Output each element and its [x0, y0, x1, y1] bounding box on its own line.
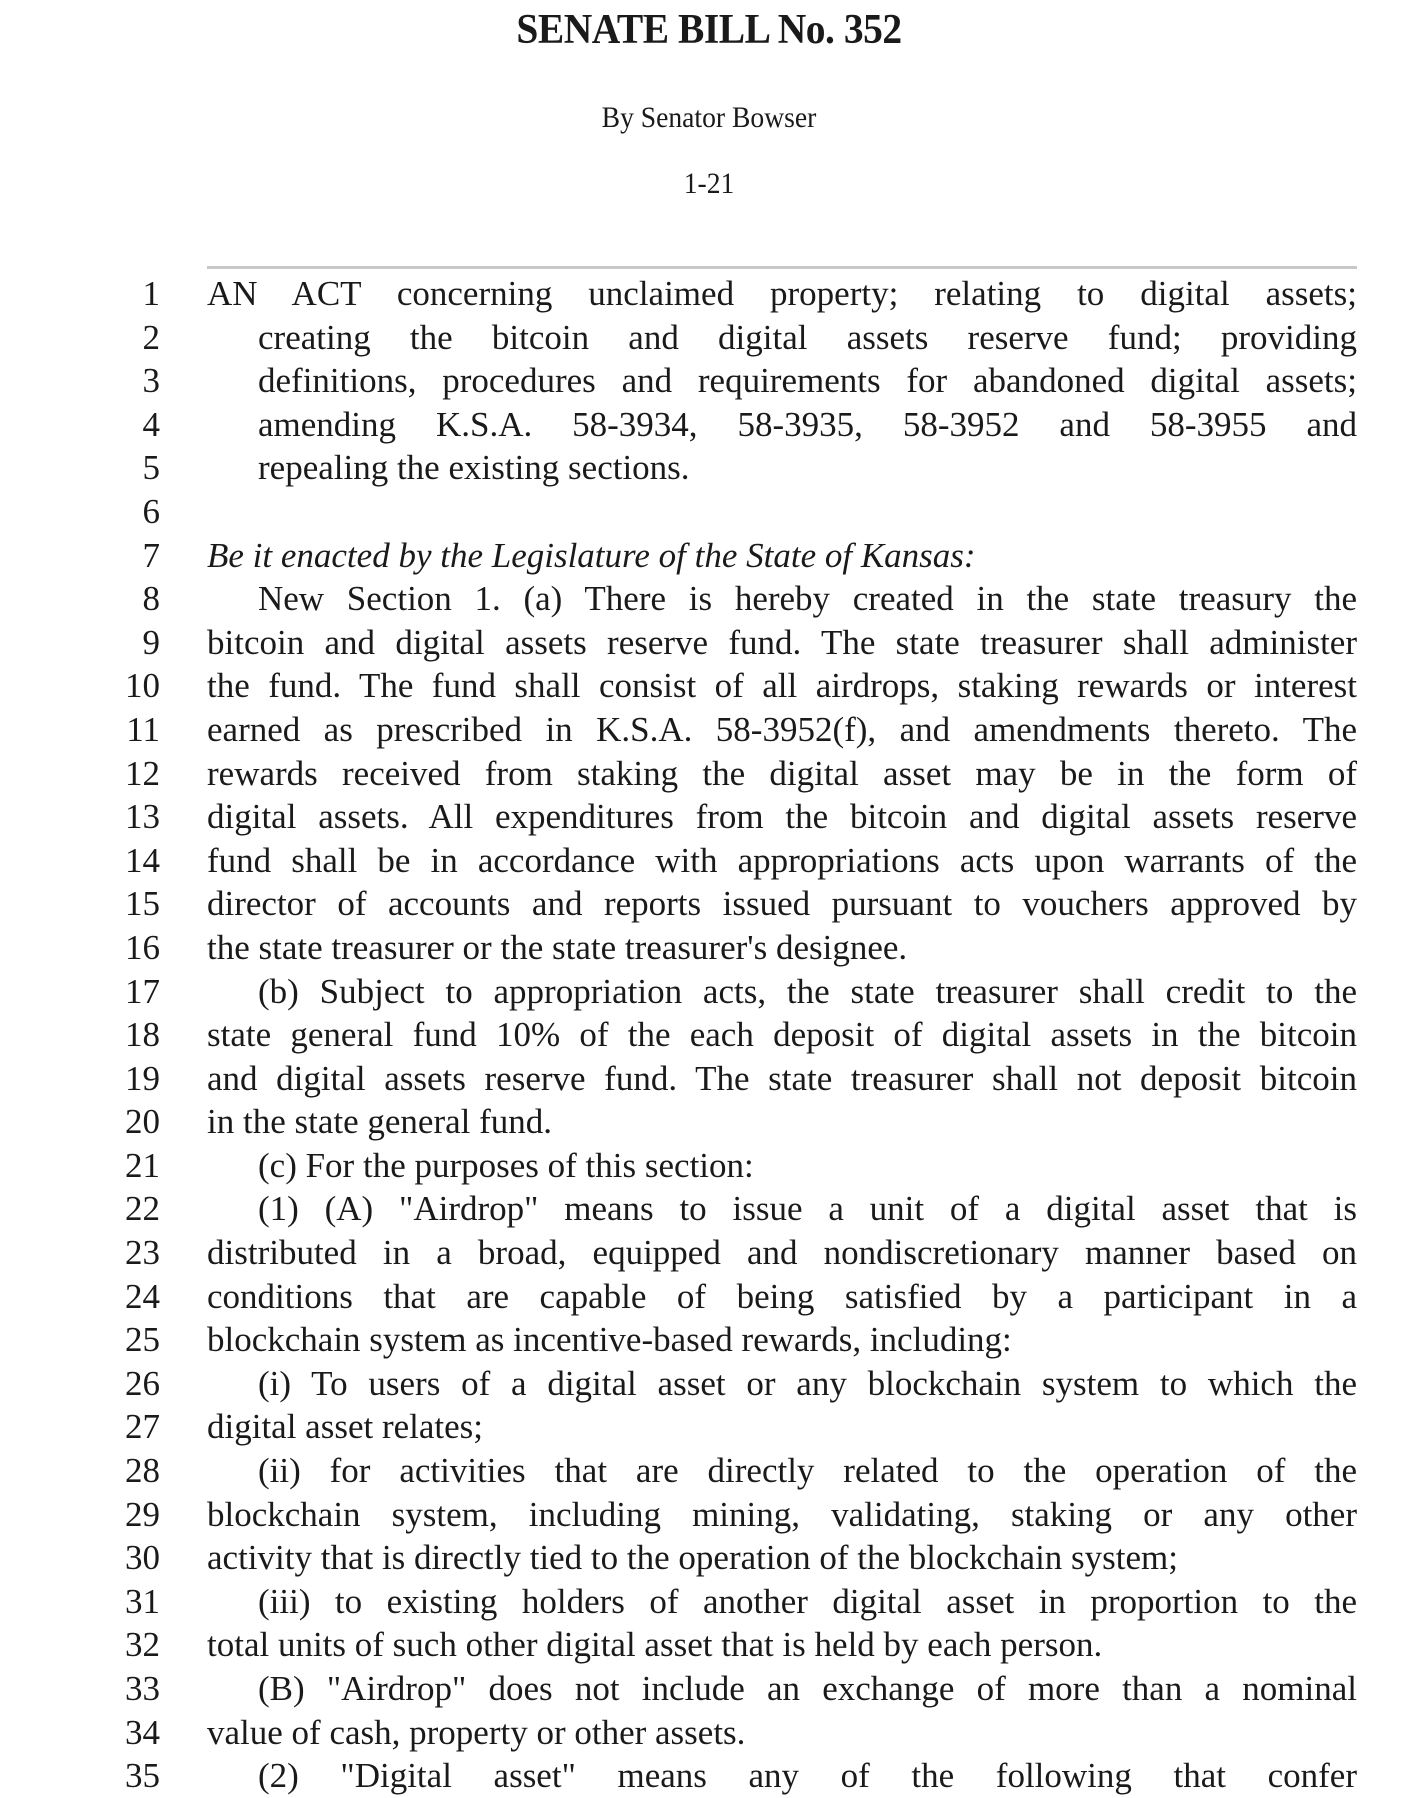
line-text: bitcoin and digital assets reserve fund. The state treasurer shall administer	[207, 622, 1357, 662]
line-number: 7	[142, 535, 160, 575]
line-text: fund shall be in accordance with appropriations acts upon warrants of the	[207, 840, 1357, 880]
line-text: amending K.S.A. 58-3934, 58-3935, 58-3952 and 58-3955 and	[258, 404, 1357, 444]
line-text: blockchain system as incentive-based rewards, including:	[207, 1320, 1012, 1360]
bill-sponsor: By Senator Bowser	[601, 101, 817, 134]
bill-line	[0, 664, 1418, 708]
line-number: 19	[125, 1058, 160, 1098]
line-number: 5	[142, 448, 160, 488]
bill-line	[0, 316, 1418, 360]
bill-line	[0, 708, 1418, 752]
line-text: (i) To users of a digital asset or any blockchain system to which the	[258, 1363, 1357, 1403]
bill-line	[0, 1187, 1418, 1231]
line-number: 11	[126, 709, 160, 749]
bill-line	[0, 752, 1418, 796]
line-text: total units of such other digital asset that is held by each person.	[207, 1625, 1103, 1665]
line-text: and digital assets reserve fund. The state treasurer shall not deposit bitcoin	[207, 1058, 1357, 1098]
line-text: creating the bitcoin and digital assets reserve fund; providing	[258, 317, 1357, 357]
bill-line	[0, 1536, 1418, 1580]
line-number: 10	[125, 666, 160, 706]
line-number: 27	[125, 1407, 160, 1447]
line-number: 6	[142, 491, 160, 531]
line-text: activity that is directly tied to the operation of the blockchain system;	[207, 1538, 1178, 1578]
bill-line	[0, 1144, 1418, 1188]
line-text: digital assets. All expenditures from the bitcoin and digital assets reserve	[207, 797, 1357, 837]
line-number: 34	[125, 1712, 160, 1752]
line-text: distributed in a broad, equipped and nondiscretionary manner based on	[207, 1233, 1357, 1273]
line-text: state general fund 10% of the each deposit of digital assets in the bitcoin	[207, 1015, 1357, 1055]
line-number: 14	[125, 840, 160, 880]
bill-line	[0, 926, 1418, 970]
line-text: New Section 1. (a) There is hereby created in the state treasury the	[258, 579, 1357, 619]
bill-line	[0, 839, 1418, 883]
line-text: (ii) for activities that are directly related to the operation of the	[258, 1451, 1357, 1491]
line-text: definitions, procedures and requirements for abandoned digital assets;	[258, 361, 1357, 401]
bill-line	[0, 403, 1418, 447]
bill-line	[0, 1100, 1418, 1144]
line-number: 3	[142, 361, 160, 401]
line-number: 30	[125, 1538, 160, 1578]
line-text: conditions that are capable of being satisfied by a participant in a	[207, 1276, 1357, 1316]
bill-line	[0, 1493, 1418, 1537]
line-text: (2) "Digital asset" means any of the following that confer	[258, 1756, 1357, 1796]
line-number: 8	[142, 579, 160, 619]
line-text: (1) (A) "Airdrop" means to issue a unit of a digital asset that is	[258, 1189, 1357, 1229]
bill-line	[0, 795, 1418, 839]
line-number: 9	[142, 622, 160, 662]
bill-line	[0, 534, 1418, 578]
line-number: 12	[125, 753, 160, 793]
bill-line	[0, 1754, 1418, 1798]
line-text: the fund. The fund shall consist of all airdrops, staking rewards or interest	[207, 666, 1357, 706]
line-number: 18	[125, 1015, 160, 1055]
bill-title: SENATE BILL No. 352	[516, 7, 902, 53]
bill-body	[0, 272, 1418, 1798]
bill-line	[0, 490, 1418, 534]
line-number: 33	[125, 1669, 160, 1708]
line-text: value of cash, property or other assets.	[207, 1712, 746, 1752]
line-text: (b) Subject to appropriation acts, the state treasurer shall credit to the	[258, 971, 1357, 1011]
line-number: 16	[125, 927, 160, 967]
line-text: in the state general fund.	[207, 1102, 553, 1142]
line-number: 35	[125, 1756, 160, 1796]
bill-line	[0, 577, 1418, 621]
line-text: the state treasurer or the state treasurer's designee.	[207, 927, 908, 967]
line-number: 17	[125, 971, 160, 1011]
line-number: 22	[125, 1189, 160, 1229]
line-text: blockchain system, including mining, validating, staking or any other	[207, 1494, 1357, 1534]
line-text: digital asset relates;	[207, 1407, 484, 1447]
bill-line	[0, 621, 1418, 665]
line-number: 1	[142, 274, 160, 313]
line-text: earned as prescribed in K.S.A. 58-3952(f), and amendments thereto. The	[207, 709, 1357, 749]
header-divider	[207, 266, 1357, 269]
bill-line	[0, 1623, 1418, 1667]
line-number: 21	[125, 1145, 160, 1185]
bill-line	[0, 446, 1418, 490]
line-text: Be it enacted by the Legislature of the State of Kansas:	[207, 535, 976, 575]
bill-line	[0, 1318, 1418, 1362]
bill-line	[0, 970, 1418, 1014]
line-text: repealing the existing sections.	[258, 448, 690, 488]
bill-line	[0, 1231, 1418, 1275]
bill-line	[0, 272, 1418, 316]
line-number: 20	[125, 1102, 160, 1142]
bill-line	[0, 1275, 1418, 1319]
line-number: 2	[142, 317, 160, 357]
line-text: rewards received from staking the digital asset may be in the form of	[207, 753, 1357, 793]
line-text: AN ACT concerning unclaimed property; relating to digital assets;	[207, 274, 1357, 313]
bill-line	[0, 1362, 1418, 1406]
line-text: (iii) to existing holders of another digital asset in proportion to the	[258, 1581, 1357, 1621]
bill-date: 1-21	[683, 167, 735, 200]
line-number: 32	[125, 1625, 160, 1665]
bill-line	[0, 882, 1418, 926]
line-text: director of accounts and reports issued pursuant to vouchers approved by	[207, 884, 1357, 924]
line-number: 28	[125, 1451, 160, 1491]
line-number: 24	[125, 1276, 160, 1316]
bill-line	[0, 1449, 1418, 1493]
line-number: 29	[125, 1494, 160, 1534]
line-text: (B) "Airdrop" does not include an exchange of more than a nominal	[258, 1669, 1357, 1708]
bill-line	[0, 1057, 1418, 1101]
bill-line	[0, 1013, 1418, 1057]
line-number: 25	[125, 1320, 160, 1360]
line-number: 26	[125, 1363, 160, 1403]
bill-line	[0, 1405, 1418, 1449]
line-number: 4	[142, 404, 160, 444]
bill-line	[0, 1711, 1418, 1755]
line-text: (c) For the purposes of this section:	[258, 1145, 754, 1185]
line-number: 23	[125, 1233, 160, 1273]
line-number: 13	[125, 797, 160, 837]
bill-line	[0, 359, 1418, 403]
line-number: 31	[125, 1581, 160, 1621]
bill-line	[0, 1667, 1418, 1711]
line-number: 15	[125, 884, 160, 924]
bill-line	[0, 1580, 1418, 1624]
